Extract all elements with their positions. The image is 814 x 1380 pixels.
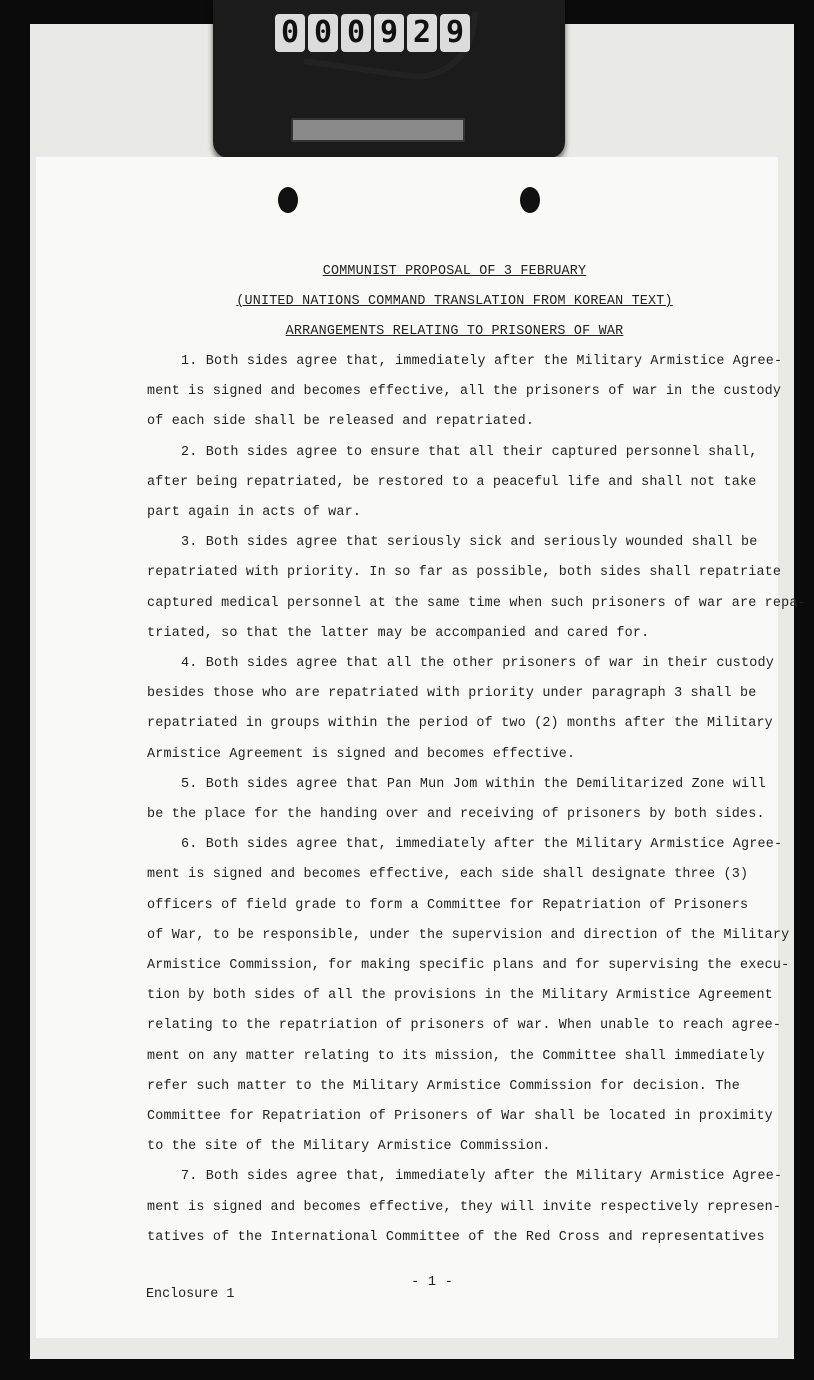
paragraph <box>147 528 806 649</box>
page-number: - 1 - <box>411 1274 454 1290</box>
document-body <box>147 247 806 1253</box>
paragraph-line: 1. Both sides agree that, immediately after the Military Armistice Agree- <box>181 354 783 369</box>
paragraph-line: 7. Both sides agree that, immediately after the Military Armistice Agree- <box>181 1169 783 1185</box>
counter-digit: 9 <box>440 14 470 52</box>
counter-digit: 0 <box>341 14 371 52</box>
document-page <box>36 157 806 1338</box>
paragraph-line: 3. Both sides agree that seriously sick and seriously wounded shall be <box>181 535 758 551</box>
punch-hole <box>278 187 298 213</box>
document-heading: ARRANGEMENTS RELATING TO PRISONERS OF WAR <box>285 324 624 339</box>
frame-counter <box>213 0 565 158</box>
paragraph-line: ment is signed and becomes effective, each side shall designate three (3) <box>147 867 749 883</box>
paragraph <box>147 830 790 1162</box>
counter-digits <box>275 14 470 52</box>
document-subtitle: (UNITED NATIONS COMMAND TRANSLATION FROM KOREAN TEXT) <box>236 294 673 309</box>
paragraph <box>147 649 774 770</box>
paragraph-line: refer such matter to the Military Armistice Commission for decision. The <box>147 1078 740 1094</box>
paragraph-line: of each side shall be released and repatriated. <box>147 414 535 430</box>
paragraph <box>147 770 766 830</box>
paragraph-line: of War, to be responsible, under the supervision and direction of the Military <box>147 927 790 943</box>
paragraph-line: tatives of the International Committee of the Red Cross and representatives <box>147 1229 765 1245</box>
paragraph-line: after being repatriated, be restored to a peaceful life and shall not take <box>147 474 757 490</box>
paragraph-line: triated, so that the latter may be accompanied and cared for. <box>147 625 650 641</box>
paragraph-line: ment is signed and becomes effective, they will invite respectively represen- <box>147 1199 782 1215</box>
paragraph-line: captured medical personnel at the same time when such prisoners of war are repa- <box>147 595 806 611</box>
paragraph <box>147 347 783 438</box>
paragraph-line: relating to the repatriation of prisoners of war. When unable to reach agree- <box>147 1018 782 1034</box>
paragraph-line: 2. Both sides agree to ensure that all their captured personnel shall, <box>181 444 758 460</box>
paragraph-line: officers of field grade to form a Committee for Repatriation of Prisoners <box>147 897 749 913</box>
paragraph-line: ment is signed and becomes effective, all the prisoners of war in the custody <box>147 384 782 400</box>
paragraph-line: Committee for Repatriation of Prisoners of War shall be located in proximity <box>147 1109 773 1125</box>
paragraph-line: repatriated in groups within the period of two (2) months after the Military <box>147 716 773 732</box>
paragraph-line: part again in acts of war. <box>147 505 362 521</box>
paragraph <box>147 1162 783 1253</box>
enclosure-label: Enclosure 1 <box>146 1287 235 1302</box>
counter-digit: 0 <box>308 14 338 52</box>
paragraph-line: repatriated with priority. In so far as possible, both sides shall repatriate <box>147 565 782 581</box>
paragraph-line: Armistice Commission, for making specific plans and for supervising the execu- <box>147 958 790 974</box>
paragraph-line: 4. Both sides agree that all the other prisoners of war in their custody <box>181 656 774 672</box>
counter-plate <box>291 118 465 142</box>
paragraph-line: besides those who are repatriated with priority under paragraph 3 shall be <box>147 686 757 702</box>
counter-digit: 2 <box>407 14 437 52</box>
paragraph <box>147 438 762 529</box>
paragraph-list <box>147 347 806 1253</box>
document-title: COMMUNIST PROPOSAL OF 3 FEBRUARY <box>322 264 587 279</box>
paragraph-line: to the site of the Military Armistice Commission. <box>147 1139 551 1155</box>
paragraph-line: Armistice Agreement is signed and becomes effective. <box>147 746 576 762</box>
counter-digit: 9 <box>374 14 404 52</box>
paragraph-line: be the place for the handing over and receiving of prisoners by both sides. <box>147 807 765 823</box>
punch-hole <box>520 187 540 213</box>
paragraph-line: 6. Both sides agree that, immediately after the Military Armistice Agree- <box>181 837 783 853</box>
paragraph-line: tion by both sides of all the provisions in the Military Armistice Agreement <box>147 988 773 1004</box>
counter-digit: 0 <box>275 14 305 52</box>
paragraph-line: 5. Both sides agree that Pan Mun Jom within the Demilitarized Zone will <box>181 776 766 792</box>
paragraph-line: ment on any matter relating to its mission, the Committee shall immediately <box>147 1048 765 1064</box>
